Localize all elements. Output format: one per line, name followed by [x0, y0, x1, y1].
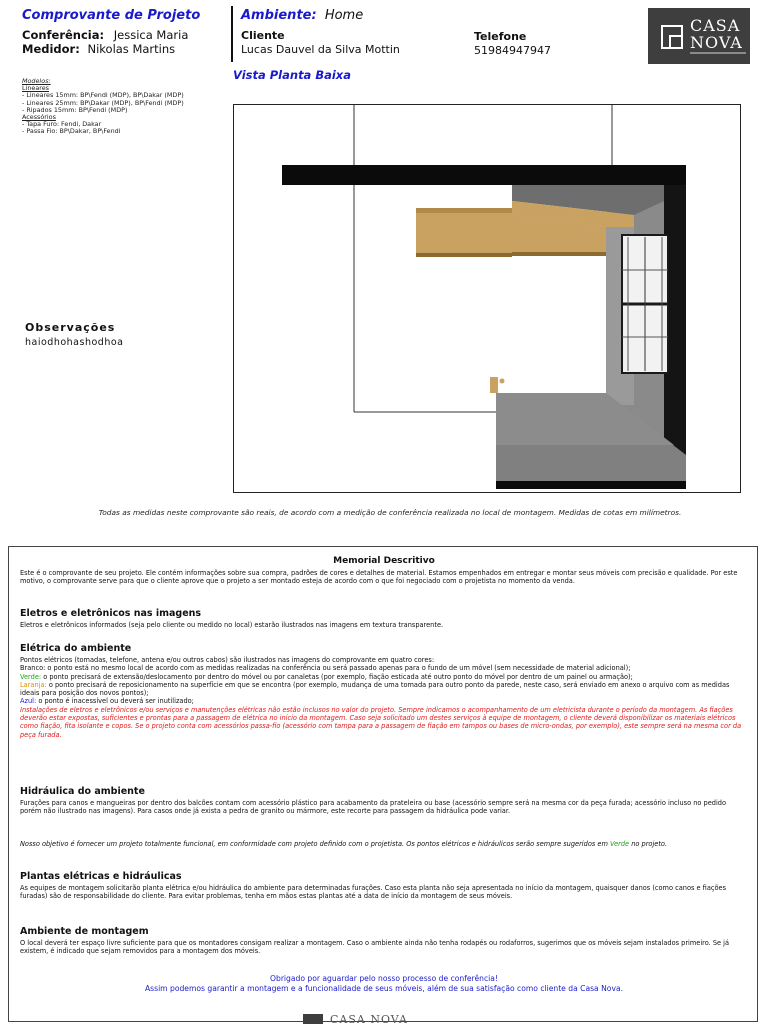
vista-label: Vista Planta Baixa	[233, 68, 351, 82]
plantas-text: As equipes de montagem solicitarão planta elétrica e/ou hidráulica do ambiente para determinadas furações. Caso esta planta não seja apresentada no início da montagem, quaisquer danos (como canos e fiações furadas) são de responsabilidade do cliente. Para evitar problemas, tenha em mãos estas plantas até a data de início da montagem de seus móveis.	[20, 884, 727, 901]
branco-text: Branco: o ponto está no mesmo local de acordo com as medidas realizadas na conferência ou será passado apenas para o fundo de um móvel (sem necessidade de material adicional);	[20, 664, 631, 673]
thanks-message: Obrigado por aguardar pelo nosso processo de conferência! Assim podemos garantir a montagem e a funcionalidade de seus móveis, além de sua satisfação como cliente da Casa Nova.	[144, 974, 624, 993]
list-item: - Tapa Furo: Fendi, Dakar	[22, 120, 102, 129]
header-divider	[231, 6, 233, 62]
ambiente-value: Home	[324, 8, 364, 23]
list-item: - Lineares 15mm: BP\Fendi (MDP), BP\Dakar (MDP)	[22, 91, 184, 100]
acessorios-heading: Acessórios	[22, 113, 56, 122]
cliente-label: Cliente	[241, 29, 285, 42]
conferencia-row	[22, 28, 188, 42]
eletrica-warning: Instalações de eletros e eletrônicos e/ou serviços e manutenções elétricas não estão inclusos no valor do projeto. Sempre indicamos o acompanhamento de um eletricista durante o período da montagem. As fiações deverão estar expostas, suficientes e prontas para a passagem de elétrica no início da montagem. Caso seja solicitado um destes serviços à equipe de montagem, o cliente deverá disponibilizar os materiais elétricos como fiação, fita isolante e copos. Se o projeto conta com acessórios passa-fio (acessório com tampa para a passagem de fiação em tampos ou bases de micro-ondas, por exemplo), este sempre será na mesma cor da peça furada.	[20, 705, 742, 739]
modelos-list	[22, 78, 217, 136]
eletros-title: Eletros e eletrônicos nas imagens	[20, 608, 202, 619]
logo-underline	[690, 52, 746, 54]
plantas-title: Plantas elétricas e hidráulicas	[20, 871, 182, 882]
montagem-text: O local deverá ter espaço livre suficiente para que os montadores consigam realizar a montagem. Caso o ambiente ainda não tenha rodapés ou rodaforros, sugerimos que os móveis sejam instalados primeiro. Se já existem, é indicado que sejam removidos para a montagem dos móveis.	[20, 939, 730, 956]
document-title: Comprovante de Projeto	[22, 8, 201, 23]
logo-text: CASA NOVA	[690, 16, 743, 52]
medidor-value: Nikolas Martins	[87, 42, 176, 56]
memorial-title: Memorial Descritivo	[333, 556, 435, 566]
medidas-note: Todas as medidas neste comprovante são reais, de acordo com a medição de conferência realizada no local de montagem. Medidas de cotas em milímetros.	[98, 508, 682, 517]
cliente-value: Lucas Dauvel da Silva Mottin	[241, 43, 400, 56]
hidraulica-text: Furações para canos e mangueiras por dentro dos balcões contam com acessório plástico para acabamento da prateleira ou base (acessório sempre será na mesma cor da peça furada; acessório incluso no pedido porém não ilustrado nas imagens). Para casos onde já exista a pedra de granito ou mármore, este recorte para passagem da hidráulica pode variar.	[20, 799, 727, 816]
ambiente-row	[241, 8, 363, 23]
list-item: - Lineares 25mm: BP\Dakar (MDP), BP\Fendi (MDP)	[22, 98, 184, 107]
lineares-heading: Lineares	[22, 84, 49, 93]
footer-logo-mark	[303, 1014, 323, 1024]
medidor-row	[22, 42, 175, 56]
list-item: - Ripados 15mm: BP\Fendi (MDP)	[22, 105, 128, 114]
eletrica-title: Elétrica do ambiente	[20, 643, 132, 654]
eletros-text: Eletros e eletrônicos informados (seja pelo cliente ou medido no local) estarão ilustrados nas imagens em textura transparente.	[20, 621, 444, 629]
casa-nova-logo	[648, 8, 750, 64]
medidor-label: Medidor:	[22, 42, 80, 56]
hidraulica-title: Hidráulica do ambiente	[20, 786, 145, 797]
observacoes-text: haiodhohashodhoa	[25, 337, 124, 348]
floor-plan-view	[233, 104, 741, 493]
house-icon	[661, 25, 683, 49]
telefone-label: Telefone	[474, 30, 527, 43]
verde-line: Verde: o ponto precisará de extensão/deslocamento por dentro do móvel ou por canaletas (por exemplo, fiação esticada até outro ponto do móvel por dentro de um painel ou armação);	[20, 672, 633, 681]
ambiente-label: Ambiente:	[241, 8, 317, 23]
montagem-title: Ambiente de montagem	[20, 926, 149, 937]
memorial-intro: Este é o comprovante de seu projeto. Ele contém informações sobre sua compra, padrões de cores e detalhes de material. Estamos empenhados em entregar e montar seus móveis com precisão e qualidade. Por este motivo, o comprovante serve para que o cliente aprove que o projeto a ser montado esteja de acordo com o que foi negociado com o projetista no momento da venda.	[20, 569, 738, 586]
eletrica-intro: Pontos elétricos (tomadas, telefone, antena e/ou outros cabos) são ilustrados nas imagens do comprovante em quatro cores:	[20, 656, 435, 664]
list-item: - Passa Fio: BP\Dakar, BP\Fendi	[22, 127, 121, 136]
conferencia-label: Conferência:	[22, 28, 105, 42]
conferencia-value: Jessica Maria	[113, 28, 189, 42]
objetivo-text: Nosso objetivo é fornecer um projeto totalmente funcional, em conformidade com projeto definido com o projetista. Os pontos elétricos e hidráulicos serão sempre sugeridos em Verde no projeto.	[20, 840, 668, 848]
footer-logo-text: CASA NOVA	[330, 1013, 408, 1026]
laranja-line: Laranja: o ponto precisará de reposicionamento na superfície em que se encontra (por exemplo, mudança de uma tomada para outro ponto da parede, neste caso, será enviado em anexo o arquivo com as medidas ideais para posição dos novos pontos);	[20, 680, 730, 698]
observacoes-title: Observações	[25, 321, 116, 334]
telefone-value: 51984947947	[474, 44, 551, 57]
modelos-heading: Modelos:	[22, 77, 51, 85]
eletrica-body	[20, 656, 742, 739]
azul-line: Azul: o ponto é inacessível ou deverá ser inutilizado;	[20, 697, 194, 706]
floor-plan-drawing	[234, 105, 740, 492]
